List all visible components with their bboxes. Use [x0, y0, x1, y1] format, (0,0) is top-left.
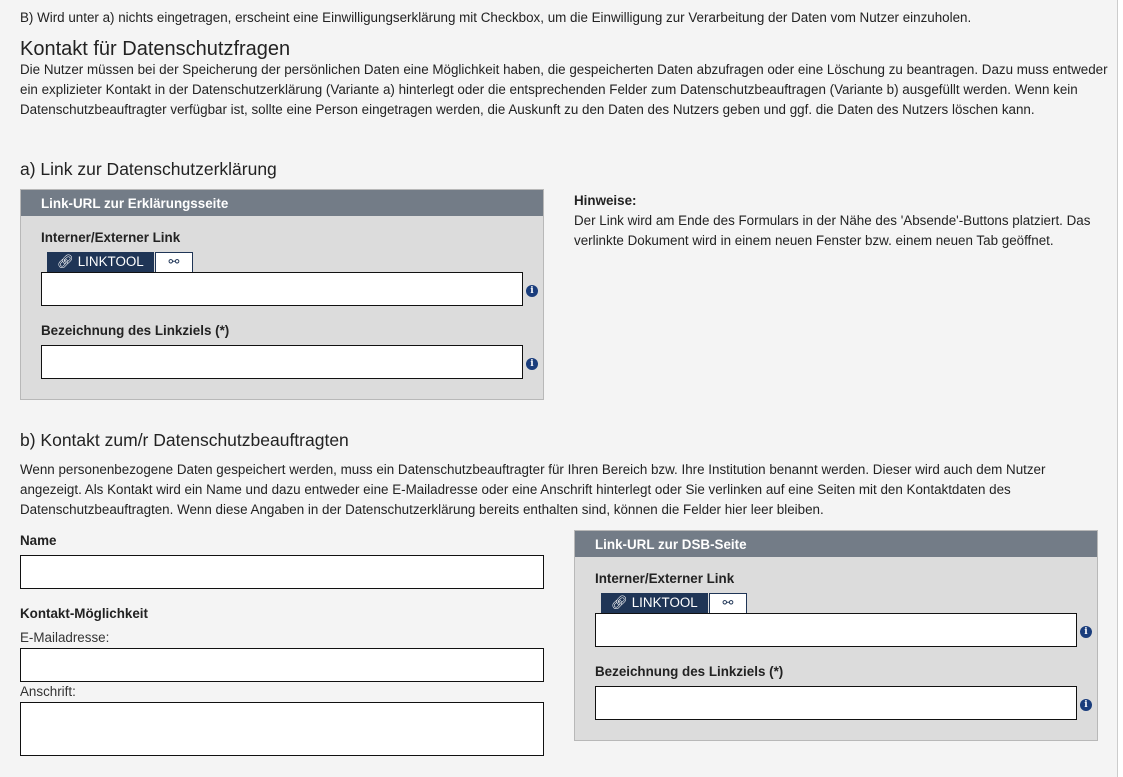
info-icon[interactable]: i — [526, 285, 538, 297]
unlink-icon: ⚯ — [722, 595, 734, 610]
intro-b-text: B) Wird unter a) nichts eingetragen, erscheint eine Einwilligungserklärung mit Checkbox, um die Einwilligung zur Verarbeitung der Daten vom Nutzer einzuholen. — [20, 10, 972, 25]
variant-b-text: Wenn personenbezogene Daten gespeichert werden, muss ein Datenschutzbeauftragter für Ihren Bereich bzw. Ihre Institution benannt werden. Dieser wird auch dem Nutzer angezeigt. Als Kontakt wird ein Name und dazu entweder eine E-Mailadresse oder eine Anschrift hinterlegt oder Sie verlinken auf eine Seiten mit den Kontaktdaten des Datenschutzbeauftragten. Wenn diese Angaben in der Datenschutzerklärung bereits enthalten sind, können die Felder hier leer bleiben. — [20, 462, 1046, 517]
link-panel-a — [20, 189, 544, 400]
panel-header: Link-URL zur DSB-Seite — [575, 531, 1097, 557]
name-label: Name — [20, 533, 57, 548]
unlink-button[interactable] — [155, 252, 193, 272]
hints — [574, 191, 1114, 251]
scrollbar[interactable] — [1117, 0, 1123, 777]
hint-text: Der Link wird am Ende des Formulars in der Nähe des 'Absende'-Buttons platziert. Das verlinkte Dokument wird in einem neuen Fenster bzw. einem neuen Tab geöffnet. — [574, 213, 1091, 248]
variant-b-title: b) Kontakt zum/r Datenschutzbeauftragten — [20, 430, 349, 450]
link-label: Interner/Externer Link — [41, 230, 181, 245]
target-label: Bezeichnung des Linkziels (*) — [595, 664, 784, 679]
target-input[interactable] — [41, 345, 523, 379]
name-input[interactable] — [20, 555, 544, 589]
info-icon[interactable]: i — [526, 358, 538, 370]
panel-header: Link-URL zur Erklärungsseite — [21, 190, 543, 216]
linktool-button[interactable]: 🔗︎ LINKTOOL — [601, 593, 708, 613]
email-label: E-Mailadresse: — [20, 630, 110, 645]
hint-title: Hinweise: — [574, 193, 637, 208]
contact-label: Kontakt-Möglichkeit — [20, 606, 148, 621]
email-input[interactable] — [20, 648, 544, 682]
info-icon[interactable]: i — [1080, 626, 1092, 638]
target-label: Bezeichnung des Linkziels (*) — [41, 323, 230, 338]
address-textarea[interactable] — [20, 702, 544, 756]
address-label: Anschrift: — [20, 684, 76, 699]
target-input[interactable] — [595, 686, 1077, 720]
link-label: Interner/Externer Link — [595, 571, 735, 586]
unlink-button[interactable] — [709, 593, 747, 613]
section-title: Kontakt für Datenschutzfragen — [20, 38, 291, 60]
link-icon: 🔗︎ — [57, 254, 78, 269]
variant-a-title: a) Link zur Datenschutzerklärung — [20, 159, 277, 179]
info-icon[interactable]: i — [1080, 699, 1092, 711]
link-input[interactable] — [595, 613, 1077, 647]
link-input[interactable] — [41, 272, 523, 306]
section-text: Die Nutzer müssen bei der Speicherung der persönlichen Daten eine Möglichkeit haben, die gespeicherten Daten abzufragen oder eine Löschung zu beantragen. Dazu muss entweder ein explizieter Kontakt in der Datenschutzerklärung (Variante a) hinterlegt oder die entsprechenden Felder zum Datenschutzbeauftragen (Variante b) ausgefüllt werden. Wenn kein Datenschutzbeauftragter verfügbar ist, sollte eine Person eingetragen werden, die Auskunft zu den Daten des Nutzers geben und ggf. die Daten des Nutzers löschen kann. — [20, 62, 1108, 117]
unlink-icon: ⚯ — [168, 254, 180, 269]
linktool-button[interactable]: 🔗︎ LINKTOOL — [47, 252, 154, 272]
link-panel-b — [574, 530, 1098, 741]
link-icon: 🔗︎ — [611, 595, 632, 610]
